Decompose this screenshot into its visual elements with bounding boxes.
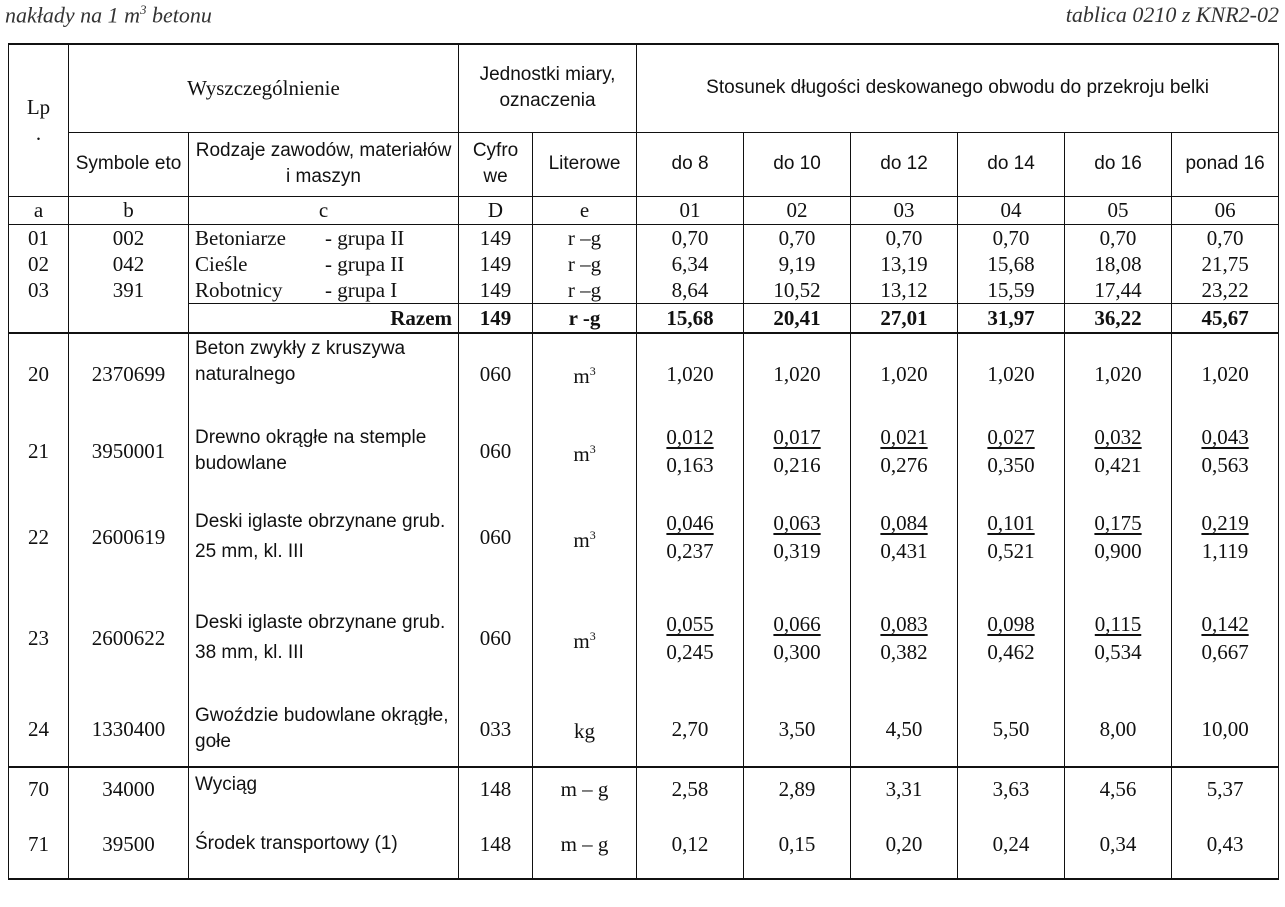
cyfrowe-cell: 149 xyxy=(459,251,533,277)
fraction-cell: $\frac{0,012}{0,163}$ xyxy=(637,413,744,489)
name-cell: Drewno okrągłe na stemple budowlane xyxy=(189,413,459,489)
cyfrowe-cell: 149 xyxy=(459,224,533,251)
rodzaje-header: Rodzaje zawodów, materiałów i maszyn xyxy=(189,132,459,196)
value-cell: 4,50 xyxy=(851,691,958,767)
cyfrowe-cell: 148 xyxy=(459,767,533,809)
machine-row xyxy=(9,809,1279,879)
value-cell: 21,75 xyxy=(1172,251,1279,277)
literowe-cell: m – g xyxy=(533,809,637,879)
fraction-cell: $\frac{0,063}{0,319}$ xyxy=(744,489,851,585)
value-cell: 2,89 xyxy=(744,767,851,809)
total-value: 31,97 xyxy=(958,303,1065,333)
value-cell: 6,34 xyxy=(637,251,744,277)
lp-cell: 02 xyxy=(9,251,69,277)
cyfrowe-cell: 033 xyxy=(459,691,533,767)
cyfrowe-cell: 148 xyxy=(459,809,533,879)
symbole-header: Symbole eto xyxy=(69,132,189,196)
symbol-cell: 1330400 xyxy=(69,691,189,767)
value-cell: 8,00 xyxy=(1065,691,1172,767)
value-cell: 1,020 xyxy=(744,333,851,413)
name-cell: Wyciąg xyxy=(189,767,459,809)
variant-header: ponad 16 xyxy=(1172,132,1279,196)
fraction-cell: $\frac{0,066}{0,300}$ xyxy=(744,585,851,691)
variant-header: do 12 xyxy=(851,132,958,196)
fraction-cell: $\frac{0,115}{0,534}$ xyxy=(1065,585,1172,691)
wyszczegolnienie-header: Wyszczególnienie xyxy=(69,44,459,132)
symbol-cell: 002 xyxy=(69,224,189,251)
unit-cell: $m^3$ xyxy=(533,413,637,489)
unit-cell: kg xyxy=(533,691,637,767)
norms-table xyxy=(8,43,1279,880)
material-row xyxy=(9,489,1279,585)
name-cell: Deski iglaste obrzynane grub. 25 mm, kl. III xyxy=(189,489,459,585)
value-cell: 0,70 xyxy=(744,224,851,251)
value-cell: 5,37 xyxy=(1172,767,1279,809)
value-cell: 13,19 xyxy=(851,251,958,277)
value-cell: 3,50 xyxy=(744,691,851,767)
name-cell: Betoniarze - grupa II xyxy=(189,224,459,251)
fraction-cell: $\frac{0,175}{0,900}$ xyxy=(1065,489,1172,585)
name-cell: Robotnicy - grupa I xyxy=(189,277,459,304)
labor-row xyxy=(9,277,1279,304)
symbol-cell: 391 xyxy=(69,277,189,304)
cyfrowe-cell: 060 xyxy=(459,333,533,413)
value-cell: 8,64 xyxy=(637,277,744,304)
value-cell: 0,70 xyxy=(851,224,958,251)
fraction-cell: $\frac{0,032}{0,421}$ xyxy=(1065,413,1172,489)
code-cell: e xyxy=(533,196,637,224)
lp-cell: 24 xyxy=(9,691,69,767)
cyfrowe-cell: 060 xyxy=(459,489,533,585)
variant-header: do 14 xyxy=(958,132,1065,196)
value-cell: 17,44 xyxy=(1065,277,1172,304)
fraction-cell: $\frac{0,017}{0,216}$ xyxy=(744,413,851,489)
value-cell: 2,70 xyxy=(637,691,744,767)
literowe-cell: r –g xyxy=(533,251,637,277)
value-cell: 15,68 xyxy=(958,251,1065,277)
fraction-cell: $\frac{0,043}{0,563}$ xyxy=(1172,413,1279,489)
literowe-header: Literowe xyxy=(533,132,637,196)
machine-row xyxy=(9,767,1279,809)
value-cell: 0,70 xyxy=(1065,224,1172,251)
material-row xyxy=(9,585,1279,691)
stosunek-header: Stosunek długości deskowanego obwodu do przekroju belki xyxy=(637,44,1279,132)
lp-cell: 71 xyxy=(9,809,69,879)
value-cell: 0,34 xyxy=(1065,809,1172,879)
value-cell: 1,020 xyxy=(851,333,958,413)
value-cell: 0,24 xyxy=(958,809,1065,879)
code-cell: 03 xyxy=(851,196,958,224)
material-row xyxy=(9,691,1279,767)
lp-cell: 23 xyxy=(9,585,69,691)
header-row-1 xyxy=(9,44,1279,132)
total-label: Razem xyxy=(189,303,459,333)
code-cell: 02 xyxy=(744,196,851,224)
symbol-cell: 2370699 xyxy=(69,333,189,413)
symbol-cell: 3950001 xyxy=(69,413,189,489)
total-value: 27,01 xyxy=(851,303,958,333)
value-cell: 0,20 xyxy=(851,809,958,879)
value-cell: 18,08 xyxy=(1065,251,1172,277)
fraction-cell: $\frac{0,084}{0,431}$ xyxy=(851,489,958,585)
lp-cell: 21 xyxy=(9,413,69,489)
code-cell: 04 xyxy=(958,196,1065,224)
labor-row xyxy=(9,251,1279,277)
total-literowe: r -g xyxy=(533,303,637,333)
empty-cell xyxy=(69,303,189,333)
value-cell: 23,22 xyxy=(1172,277,1279,304)
code-cell: D xyxy=(459,196,533,224)
labor-row xyxy=(9,224,1279,251)
cyfrowe-cell: 149 xyxy=(459,277,533,304)
name-cell: Deski iglaste obrzynane grub. 38 mm, kl. III xyxy=(189,585,459,691)
value-cell: 10,00 xyxy=(1172,691,1279,767)
name-cell: Gwoździe budowlane okrągłe, gołe xyxy=(189,691,459,767)
cyfrowe-cell: 060 xyxy=(459,413,533,489)
column-code-row xyxy=(9,196,1279,224)
fraction-cell: $\frac{0,021}{0,276}$ xyxy=(851,413,958,489)
lp-cell: 70 xyxy=(9,767,69,809)
value-cell: 4,56 xyxy=(1065,767,1172,809)
material-row xyxy=(9,333,1279,413)
name-cell: Cieśle - grupa II xyxy=(189,251,459,277)
total-row xyxy=(9,303,1279,333)
value-cell: 2,58 xyxy=(637,767,744,809)
variant-header: do 16 xyxy=(1065,132,1172,196)
symbol-cell: 34000 xyxy=(69,767,189,809)
total-value: 15,68 xyxy=(637,303,744,333)
unit-cell: $m^3$ xyxy=(533,585,637,691)
fraction-cell: $\frac{0,219}{1,119}$ xyxy=(1172,489,1279,585)
code-cell: b xyxy=(69,196,189,224)
cyfrowe-header: Cyfro we xyxy=(459,132,533,196)
value-cell: 5,50 xyxy=(958,691,1065,767)
value-cell: 3,31 xyxy=(851,767,958,809)
material-row xyxy=(9,413,1279,489)
code-cell: a xyxy=(9,196,69,224)
total-value: 45,67 xyxy=(1172,303,1279,333)
symbol-cell: 2600619 xyxy=(69,489,189,585)
value-cell: 1,020 xyxy=(637,333,744,413)
name-cell: Beton zwykły z kruszywa naturalnego xyxy=(189,333,459,413)
value-cell: 0,70 xyxy=(637,224,744,251)
lp-cell: 03 xyxy=(9,277,69,304)
symbol-cell: 2600622 xyxy=(69,585,189,691)
cyfrowe-cell: 060 xyxy=(459,585,533,691)
lp-cell: 22 xyxy=(9,489,69,585)
value-cell: 13,12 xyxy=(851,277,958,304)
literowe-cell: r –g xyxy=(533,277,637,304)
value-cell: 0,15 xyxy=(744,809,851,879)
literowe-cell: m – g xyxy=(533,767,637,809)
code-cell: c xyxy=(189,196,459,224)
fraction-cell: $\frac{0,055}{0,245}$ xyxy=(637,585,744,691)
fraction-cell: $\frac{0,101}{0,521}$ xyxy=(958,489,1065,585)
header-row-2 xyxy=(9,132,1279,196)
page-caption-right: tablica 0210 z KNR2-02 xyxy=(1065,2,1279,27)
variant-header: do 10 xyxy=(744,132,851,196)
empty-cell xyxy=(9,303,69,333)
page-caption-left: nakłady na 1 $m^3$ betonu xyxy=(5,2,212,28)
value-cell: 0,70 xyxy=(1172,224,1279,251)
total-value: 20,41 xyxy=(744,303,851,333)
value-cell: 15,59 xyxy=(958,277,1065,304)
value-cell: 1,020 xyxy=(1172,333,1279,413)
value-cell: 1,020 xyxy=(1065,333,1172,413)
fraction-cell: $\frac{0,098}{0,462}$ xyxy=(958,585,1065,691)
fraction-cell: $\frac{0,142}{0,667}$ xyxy=(1172,585,1279,691)
fraction-cell: $\frac{0,046}{0,237}$ xyxy=(637,489,744,585)
lp-cell: 01 xyxy=(9,224,69,251)
value-cell: 10,52 xyxy=(744,277,851,304)
code-cell: 05 xyxy=(1065,196,1172,224)
value-cell: 1,020 xyxy=(958,333,1065,413)
literowe-cell: r –g xyxy=(533,224,637,251)
value-cell: 3,63 xyxy=(958,767,1065,809)
symbol-cell: 042 xyxy=(69,251,189,277)
unit-cell: $m^3$ xyxy=(533,489,637,585)
total-value: 36,22 xyxy=(1065,303,1172,333)
symbol-cell: 39500 xyxy=(69,809,189,879)
value-cell: 0,43 xyxy=(1172,809,1279,879)
value-cell: 0,12 xyxy=(637,809,744,879)
code-cell: 01 xyxy=(637,196,744,224)
unit-cell: $m^3$ xyxy=(533,333,637,413)
fraction-cell: $\frac{0,027}{0,350}$ xyxy=(958,413,1065,489)
value-cell: 0,70 xyxy=(958,224,1065,251)
variant-header: do 8 xyxy=(637,132,744,196)
lp-header: Lp . xyxy=(9,44,69,196)
lp-cell: 20 xyxy=(9,333,69,413)
code-cell: 06 xyxy=(1172,196,1279,224)
total-cyfrowe: 149 xyxy=(459,303,533,333)
value-cell: 9,19 xyxy=(744,251,851,277)
name-cell: Środek transportowy (1) xyxy=(189,809,459,879)
jednostki-header: Jednostki miary, oznaczenia xyxy=(459,44,637,132)
fraction-cell: $\frac{0,083}{0,382}$ xyxy=(851,585,958,691)
